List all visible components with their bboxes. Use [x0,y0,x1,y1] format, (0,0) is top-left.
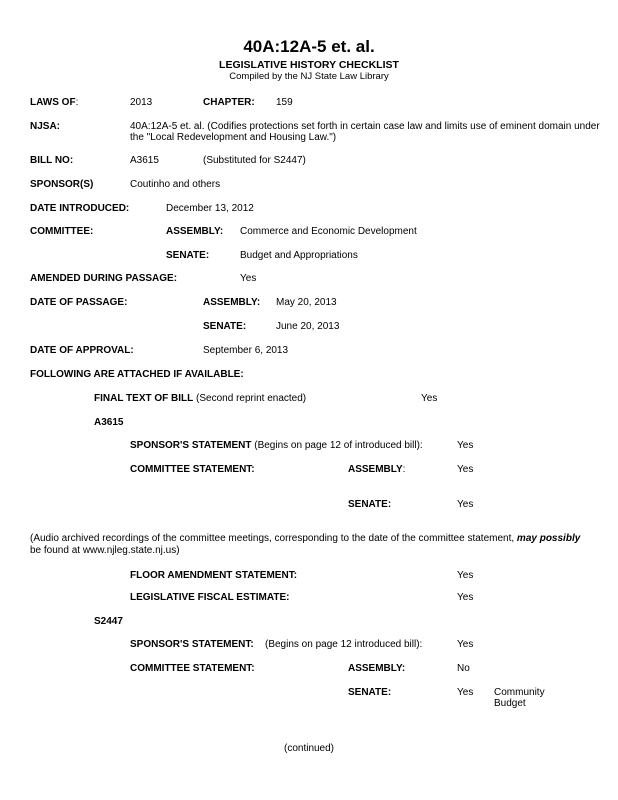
date-of-passage-label: DATE OF PASSAGE: [30,297,128,308]
amended-value: Yes [240,273,257,284]
committee-label: COMMITTEE: [30,226,94,237]
document-subtitle: LEGISLATIVE HISTORY CHECKLIST [219,59,399,71]
chapter-label: CHAPTER: [203,97,255,108]
date-of-approval-label: DATE OF APPROVAL: [30,345,134,356]
final-text-label: FINAL TEXT OF BILL (Second reprint enacted) [94,393,307,404]
s2447-senate-committee-2: Budget [494,698,526,709]
floor-amendment-label: FLOOR AMENDMENT STATEMENT: [130,570,298,581]
floor-amendment-value: Yes [457,570,474,581]
final-text-value: Yes [421,393,438,404]
amended-label: AMENDED DURING PASSAGE: [30,273,178,284]
committee-senate-value: Budget and Appropriations [240,250,358,261]
s2447-senate-value: Yes [457,687,474,698]
document-title: 40A:12A-5 et. al. [243,37,375,56]
attached-heading: FOLLOWING ARE ATTACHED IF AVAILABLE: [30,369,244,380]
date-of-approval-value: September 6, 2013 [203,345,289,356]
laws-of-label: LAWS OF: [30,97,79,108]
committee-senate-label: SENATE: [166,250,210,261]
compiled-by: Compiled by the NJ State Law Library [229,71,389,82]
continued-note: (continued) [283,743,335,754]
laws-of-value: 2013 [130,97,153,108]
audio-note-line-1: (Audio archived recordings of the committee meetings, corresponding to the date of the committee statement, may possibly [30,533,581,544]
fiscal-estimate-value: Yes [457,592,474,603]
s2447-assembly-value: No [457,663,470,674]
s2447-sponsor-statement-value: Yes [457,639,474,650]
a3615-assembly-label: ASSEMBLY: [348,464,406,475]
s2447-sponsor-statement-label: SPONSOR'S STATEMENT: [130,639,254,650]
njsa-description-line-2: the "Local Redevelopment and Housing Law.") [130,132,337,143]
chapter-value: 159 [276,97,293,108]
s2447-assembly-label: ASSEMBLY: [348,663,406,674]
audio-note-line-2: be found at www.njleg.state.nj.us) [30,545,180,556]
passage-assembly-value: May 20, 2013 [276,297,337,308]
a3615-heading: A3615 [94,417,124,428]
a3615-senate-value: Yes [457,499,474,510]
fiscal-estimate-label: LEGISLATIVE FISCAL ESTIMATE: [130,592,290,603]
a3615-sponsor-statement-label: SPONSOR'S STATEMENT (Begins on page 12 of introduced bill): [130,440,423,451]
a3615-sponsor-statement-value: Yes [457,440,474,451]
bill-no-substitution: (Substituted for S2447) [203,155,306,166]
bill-no-value: A3615 [130,155,159,166]
committee-assembly-label: ASSEMBLY: [166,226,224,237]
a3615-senate-label: SENATE: [348,499,392,510]
sponsor-value: Coutinho and others [130,179,221,190]
date-introduced-label: DATE INTRODUCED: [30,203,130,214]
passage-senate-value: June 20, 2013 [276,321,340,332]
s2447-sponsor-statement-note: (Begins on page 12 introduced bill): [265,639,423,650]
njsa-description-line-1: 40A:12A-5 et. al. (Codifies protections set forth in certain case law and limits use of eminent domain under [130,121,600,132]
s2447-senate-committee-1: Community [494,687,545,698]
a3615-assembly-value: Yes [457,464,474,475]
passage-senate-label: SENATE: [203,321,247,332]
s2447-committee-statement-label: COMMITTEE STATEMENT: [130,663,255,674]
s2447-senate-label: SENATE: [348,687,392,698]
bill-no-label: BILL NO: [30,155,74,166]
committee-assembly-value: Commerce and Economic Development [240,226,417,237]
sponsor-label: SPONSOR(S) [30,179,94,190]
s2447-heading: S2447 [94,616,123,627]
date-introduced-value: December 13, 2012 [166,203,254,214]
njsa-label: NJSA: [30,121,61,132]
passage-assembly-label: ASSEMBLY: [203,297,261,308]
a3615-committee-statement-label: COMMITTEE STATEMENT: [130,464,255,475]
